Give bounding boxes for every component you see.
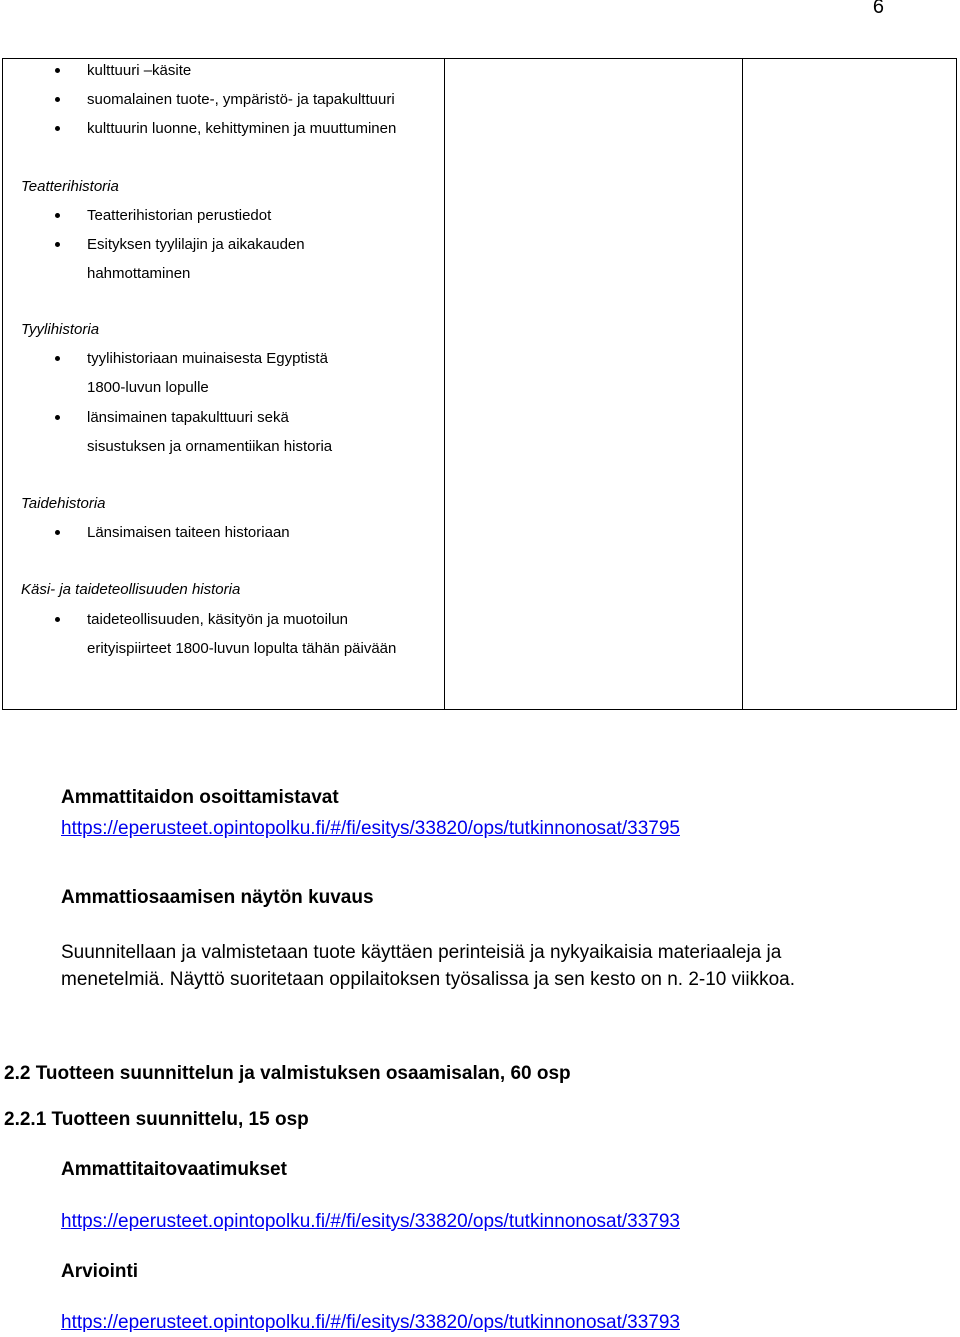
column-divider — [742, 59, 743, 709]
bullet-icon — [55, 530, 60, 535]
assessment-heading: Arviointi — [61, 1261, 139, 1282]
demonstration-methods-heading: Ammattitaidon osoittamistavat — [61, 787, 339, 808]
demo-description-text — [61, 939, 891, 993]
demonstration-methods-link[interactable]: https://eperusteet.opintopolku.fi/#/fi/esitys/33820/ops/tutkinnonosat/33795 — [61, 818, 680, 839]
bullet-icon — [55, 356, 60, 361]
list-item-continuation: erityispiirteet 1800-luvun lopulta tähän päivään — [87, 640, 397, 657]
section-heading: Teatterihistoria — [21, 178, 119, 195]
list-item: Teatterihistorian perustiedot — [21, 201, 507, 230]
chapter-heading-2-2: 2.2 Tuotteen suunnittelun ja valmistuksen osaamisalan, 60 osp — [4, 1063, 571, 1084]
list-item-continuation: hahmottaminen — [87, 265, 191, 282]
requirements-heading: Ammattitaitovaatimukset — [61, 1159, 287, 1180]
requirements-link[interactable]: https://eperusteet.opintopolku.fi/#/fi/esitys/33820/ops/tutkinnonosat/33793 — [61, 1211, 680, 1232]
list-item: Länsimaisen taiteen historiaan — [21, 518, 507, 547]
page-number: 6 — [872, 0, 884, 18]
bullet-icon — [55, 213, 60, 218]
demo-description-line: Suunnitellaan ja valmistetaan tuote käyttäen perinteisiä ja nykyaikaisia materiaaleja ja — [61, 942, 782, 963]
list-item-continuation: sisustuksen ja ornamentiikan historia — [87, 438, 333, 455]
section-heading: Tyylihistoria — [21, 321, 100, 338]
section-heading: Taidehistoria — [21, 495, 106, 512]
list-item: taideteollisuuden, käsityön ja muotoilun — [21, 605, 507, 634]
assessment-link[interactable]: https://eperusteet.opintopolku.fi/#/fi/esitys/33820/ops/tutkinnonosat/33793 — [61, 1312, 680, 1333]
list-item: suomalainen tuote-, ympäristö- ja tapakulttuuri — [21, 85, 507, 114]
bullet-icon — [55, 415, 60, 420]
bullet-icon — [55, 126, 60, 131]
bullet-icon — [55, 242, 60, 247]
demo-description-line: menetelmiä. Näyttö suoritetaan oppilaitoksen työsalissa ja sen kesto on n. 2-10 viikkoa. — [61, 969, 796, 990]
bullet-icon — [55, 68, 60, 73]
list-item: kulttuurin luonne, kehittyminen ja muuttuminen — [21, 114, 507, 143]
list-item-continuation: 1800-luvun lopulle — [87, 379, 209, 396]
list-item: tyylihistoriaan muinaisesta Egyptistä — [21, 344, 507, 373]
chapter-heading-2-2-1: 2.2.1 Tuotteen suunnittelu, 15 osp — [4, 1109, 309, 1130]
bullet-icon — [55, 97, 60, 102]
list-item: kulttuuri –käsite — [21, 56, 507, 85]
content-table — [2, 58, 957, 710]
list-item: länsimainen tapakulttuuri sekä — [21, 403, 507, 432]
demo-description-heading: Ammattiosaamisen näytön kuvaus — [61, 887, 374, 908]
list-item: Esityksen tyylilajin ja aikakauden — [21, 230, 507, 259]
section-heading: Käsi- ja taideteollisuuden historia — [21, 581, 241, 598]
bullet-icon — [55, 617, 60, 622]
